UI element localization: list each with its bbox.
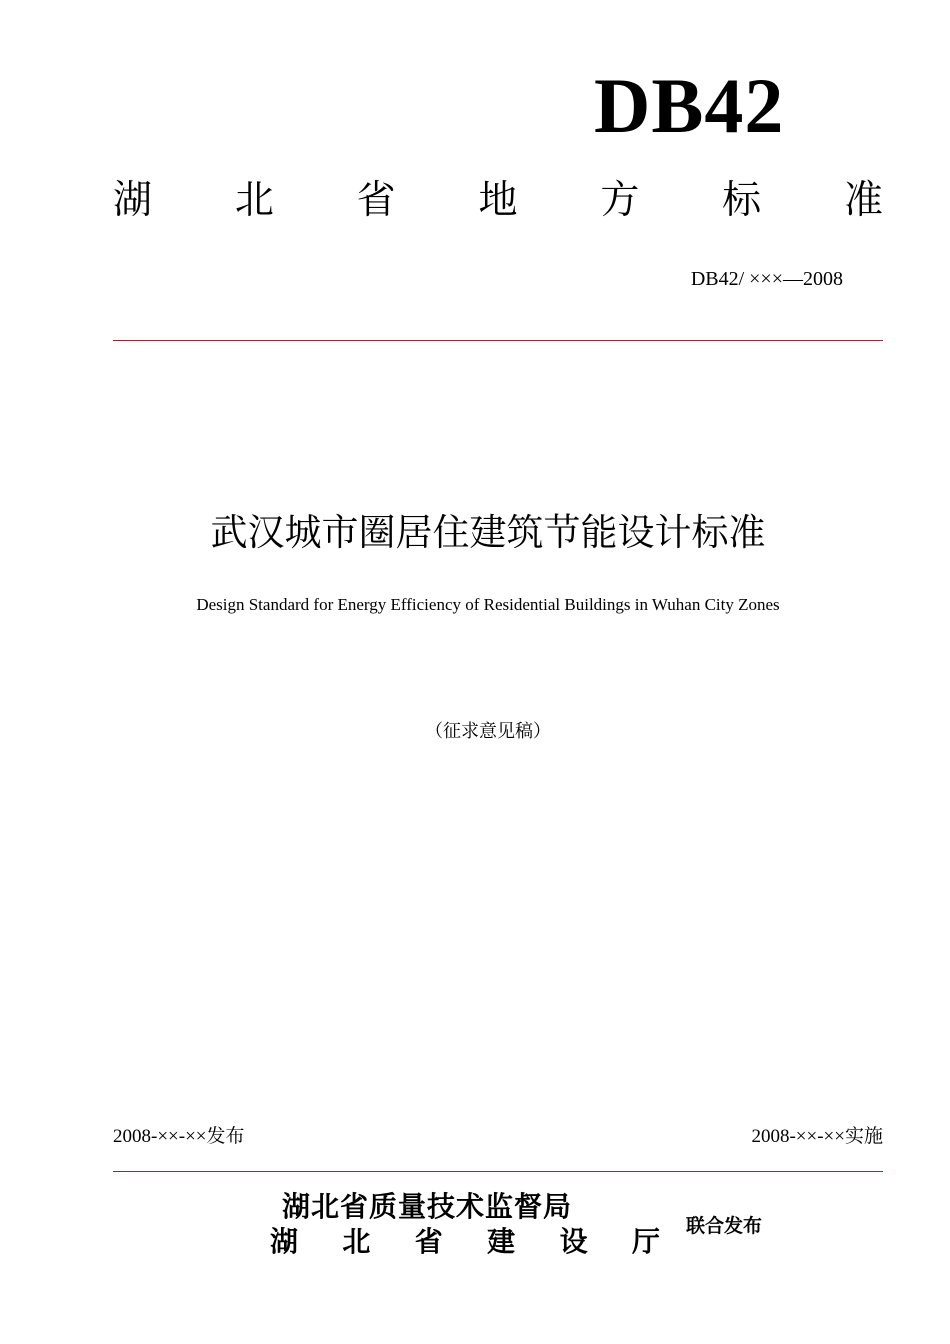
issuer-construction-department	[270, 1224, 660, 1260]
standard-type-heading	[113, 176, 883, 226]
standard-type-char: 省	[356, 178, 396, 223]
top-divider	[113, 340, 883, 341]
issuer-quality-bureau: 湖北省质量技术监督局	[282, 1190, 573, 1223]
issuer-char: 设	[559, 1225, 588, 1258]
standard-type-char: 标	[722, 178, 762, 223]
standard-type-char: 北	[234, 178, 274, 223]
issuer-char: 北	[342, 1225, 371, 1258]
standard-type-char: 地	[478, 178, 518, 223]
issuer-char: 厅	[631, 1225, 660, 1258]
implement-date: 2008-××-××实施	[751, 1126, 883, 1147]
draft-note: （征求意见稿）	[425, 721, 551, 742]
standard-type-char: 准	[843, 178, 883, 223]
standard-type-char: 方	[600, 178, 640, 223]
document-title-en: Design Standard for Energy Efficiency of Residential Buildings in Wuhan City Zones	[196, 595, 780, 614]
issuer-char: 省	[414, 1225, 443, 1258]
issuer-char: 湖	[270, 1225, 299, 1258]
document-title-cn: 武汉城市圈居住建筑节能设计标准	[210, 511, 766, 554]
issuer-char: 建	[487, 1225, 516, 1258]
standard-number: DB42/ ×××—2008	[690, 268, 843, 290]
standard-type-char: 湖	[113, 178, 153, 223]
bottom-divider	[113, 1171, 883, 1172]
issue-date: 2008-××-××发布	[113, 1126, 245, 1147]
standard-code: DB42	[594, 62, 785, 149]
joint-release-label: 联合发布	[686, 1215, 763, 1237]
